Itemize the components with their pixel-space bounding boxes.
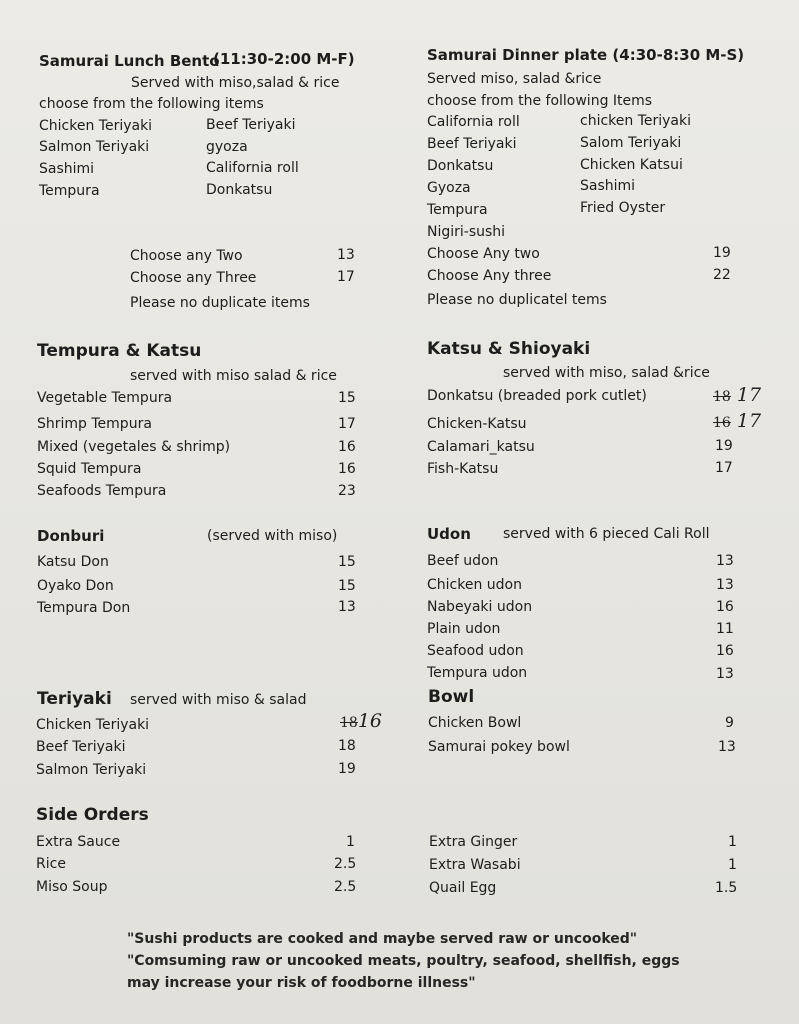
lunch-item: California roll	[206, 160, 299, 176]
menu-item-name: Chicken-Katsu	[427, 416, 527, 432]
menu-item-price: 11	[716, 621, 734, 637]
handwritten-price: 1816	[340, 710, 383, 732]
tempura-served: served with miso salad & rice	[130, 368, 337, 384]
lunch-option-price: 17	[337, 269, 355, 285]
udon-title: Udon	[427, 525, 471, 543]
dinner-item: Beef Teriyaki	[427, 136, 517, 152]
dinner-item: California roll	[427, 114, 520, 130]
lunch-served: Served with miso,salad & rice	[131, 75, 340, 91]
menu-item-price: 16	[338, 439, 356, 455]
menu-item-price: 13	[718, 739, 736, 755]
lunch-title: Samurai Lunch Bento	[39, 52, 220, 70]
menu-item-price: 19	[338, 761, 356, 777]
menu-item-price: 15	[338, 578, 356, 594]
menu-item-price: 17	[338, 416, 356, 432]
dinner-item: Salom Teriyaki	[580, 135, 682, 151]
dinner-item: Tempura	[427, 202, 488, 218]
menu-item-price: 23	[338, 483, 356, 499]
lunch-item: Donkatsu	[206, 182, 273, 198]
menu-item-price: 1.5	[715, 880, 738, 896]
menu-item-name: Beef udon	[427, 553, 499, 569]
menu-item-price: 19	[715, 438, 733, 454]
menu-item-price: 1	[346, 834, 355, 850]
menu-item-name: Squid Tempura	[37, 461, 142, 477]
dinner-served: Served miso, salad &rice	[427, 71, 602, 87]
dinner-option-label: Choose Any two	[427, 246, 540, 262]
teriyaki-title: Teriyaki	[37, 689, 112, 709]
dinner-choose: choose from the following Items	[427, 93, 653, 109]
dinner-item: Donkatsu	[427, 158, 494, 174]
donburi-served: (served with miso)	[207, 528, 338, 544]
menu-item-name: Chicken Bowl	[428, 715, 522, 731]
lunch-option-price: 13	[337, 247, 355, 263]
menu-item-name: Nabeyaki udon	[427, 599, 533, 615]
handwritten-price: 16 17	[713, 410, 762, 432]
dinner-title: Samurai Dinner plate (4:30-8:30 M-S)	[427, 46, 745, 64]
menu-item-name: Miso Soup	[36, 879, 108, 895]
warning-line: "Sushi products are cooked and maybe served raw or uncooked"	[127, 931, 638, 947]
lunch-item: Sashimi	[39, 161, 95, 177]
health-warning	[127, 928, 680, 994]
menu-item-price: 13	[716, 553, 734, 569]
menu-item-name: Beef Teriyaki	[36, 739, 126, 755]
lunch-item: gyoza	[206, 139, 248, 155]
dinner-item: chicken Teriyaki	[580, 113, 691, 129]
donburi-title: Donburi	[37, 527, 105, 545]
tempura-title: Tempura & Katsu	[37, 341, 202, 361]
menu-item-name: Extra Ginger	[429, 834, 518, 850]
dinner-note: Please no duplicatel tems	[427, 292, 607, 308]
lunch-item: Tempura	[39, 183, 100, 199]
menu-item-price: 17	[715, 460, 733, 476]
menu-item-name: Quail Egg	[429, 880, 497, 896]
lunch-item: Beef Teriyaki	[206, 117, 296, 133]
lunch-option-label: Choose any Two	[130, 248, 243, 264]
menu-item-price: 2.5	[334, 856, 357, 872]
menu-item-name: Vegetable Tempura	[37, 390, 173, 406]
sides-title: Side Orders	[36, 805, 149, 825]
menu-item-name: Seafoods Tempura	[37, 483, 167, 499]
lunch-item: Salmon Teriyaki	[39, 139, 150, 155]
menu-item-price: 1	[728, 834, 737, 850]
menu-item-name: Extra Sauce	[36, 834, 121, 850]
dinner-item: Nigiri-sushi	[427, 224, 506, 240]
menu-item-name: Tempura udon	[427, 665, 528, 681]
menu-item-price: 15	[338, 554, 356, 570]
katsu-title: Katsu & Shioyaki	[427, 339, 591, 359]
menu-item-name: Katsu Don	[37, 554, 109, 570]
bowl-title: Bowl	[428, 687, 475, 707]
menu-item-name: Shrimp Tempura	[37, 416, 152, 432]
menu-item-price: 9	[725, 715, 734, 731]
menu-item-name: Chicken Teriyaki	[36, 717, 150, 733]
menu-item-price: 16	[716, 599, 734, 615]
menu-item-price: 18	[338, 738, 356, 754]
lunch-note: Please no duplicate items	[130, 295, 310, 311]
dinner-option-label: Choose Any three	[427, 268, 552, 284]
lunch-choose: choose from the following items	[39, 96, 264, 112]
menu-item-price: 16	[716, 643, 734, 659]
menu-item-name: Fish-Katsu	[427, 461, 499, 477]
menu-item-name: Extra Wasabi	[429, 857, 521, 873]
udon-served: served with 6 pieced Cali Roll	[503, 526, 710, 542]
menu-item-name: Samurai pokey bowl	[428, 739, 570, 755]
menu-item-name: Mixed (vegetales & shrimp)	[37, 439, 231, 455]
handwritten-price: 18 17	[713, 384, 762, 406]
warning-line: "Comsuming raw or uncooked meats, poultry, seafood, shellfish, eggs	[127, 953, 680, 969]
teriyaki-served: served with miso & salad	[130, 692, 307, 708]
menu-item-price: 13	[716, 577, 734, 593]
menu-item-price: 13	[716, 666, 734, 682]
menu-item-name: Calamari_katsu	[427, 439, 535, 455]
menu-item-name: Chicken udon	[427, 577, 522, 593]
dinner-item: Chicken Katsui	[580, 157, 683, 173]
menu-item-name: Seafood udon	[427, 643, 524, 659]
katsu-served: served with miso, salad &rice	[503, 365, 710, 381]
dinner-item: Sashimi	[580, 178, 636, 194]
dinner-item: Fried Oyster	[580, 200, 666, 216]
menu-item-price: 15	[338, 390, 356, 406]
menu-item-name: Donkatsu (breaded pork cutlet)	[427, 388, 647, 404]
menu-item-price: 16	[338, 461, 356, 477]
lunch-hours: (11:30-2:00 M-F)	[213, 50, 355, 68]
dinner-item: Gyoza	[427, 180, 471, 196]
menu-item-name: Plain udon	[427, 621, 501, 637]
menu-item-price: 1	[728, 857, 737, 873]
dinner-option-price: 22	[713, 267, 731, 283]
lunch-item: Chicken Teriyaki	[39, 118, 153, 134]
menu-item-name: Oyako Don	[37, 578, 114, 594]
warning-line: may increase your risk of foodborne illness"	[127, 975, 476, 991]
menu-item-price: 13	[338, 599, 356, 615]
menu-item-name: Salmon Teriyaki	[36, 762, 147, 778]
menu-item-name: Tempura Don	[37, 600, 131, 616]
menu-item-name: Rice	[36, 856, 66, 872]
lunch-option-label: Choose any Three	[130, 270, 257, 286]
menu-item-price: 2.5	[334, 879, 357, 895]
dinner-option-price: 19	[713, 245, 731, 261]
